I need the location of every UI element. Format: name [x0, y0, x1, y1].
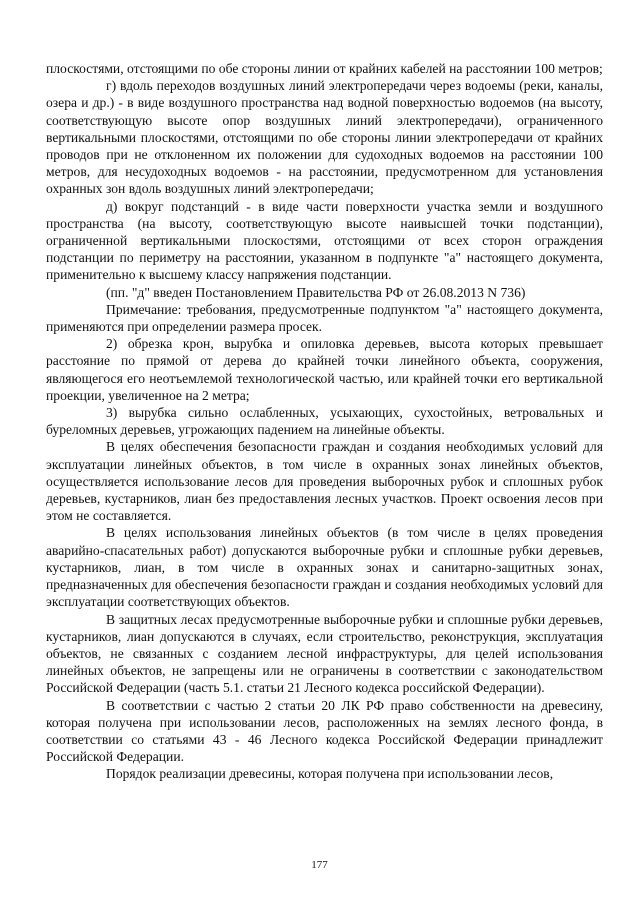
paragraph-9: В целях использования линейных объектов (в том числе в целях проведения аварийно-спасательных работ) допускаются выборочные рубки и сплошные рубки деревьев, кустарников, лиан, в том числе в охранных зонах и санитарно-защитных зонах, предназначенных для обеспечения безопасности граждан и создания необходимых условий для эксплуатации соответствующих объектов. — [46, 525, 603, 610]
paragraph-3: д) вокруг подстанций - в виде части поверхности участка земли и воздушного пространства (на высоту, соответствующую высоте наивысшей точки подстанции), ограниченной вертикальными плоскостями, отстоящими от всех сторон ограждения подстанции по периметру на расстоянии, указанном в подпункте "а" настоящего документа, применительно к высшему классу напряжения подстанции. — [46, 198, 603, 283]
paragraph-2: г) вдоль переходов воздушных линий электропередачи через водоемы (реки, каналы, озера и др.) - в виде воздушного пространства над водной поверхностью водоемов (на высоту, соответствующую высоте опор воздушных линий электропередачи), ограниченного вертикальными плоскостями, отстоящими по обе стороны линии электропередачи от крайних проводов при не отклоненном их положении для судоходных водоемов на расстоянии 100 метров, для несудоходных водоемов - на расстоянии, предусмотренном для установления охранных зон вдоль воздушных линий электропередачи; — [46, 78, 603, 197]
paragraph-1: плоскостями, отстоящими по обе стороны линии от крайних кабелей на расстоянии 100 метров; — [46, 61, 603, 76]
paragraph-12: Порядок реализации древесины, которая получена при использовании лесов, — [106, 766, 554, 782]
paragraph-5: Примечание: требования, предусмотренные подпунктом "а" настоящего документа, применяются при определении размера просек. — [46, 301, 603, 335]
paragraph-8: В целях обеспечения безопасности граждан и создания необходимых условий для эксплуатации линейных объектов, в том числе в охранных зонах линейных объектов, осуществляется использование лесов для проведения выборочных рубок и сплошных рубок деревьев, кустарников, лиан без предоставления лесных участков. Проект освоения лесов при этом не составляется. — [46, 439, 603, 524]
paragraph-7: 3) вырубка сильно ослабленных, усыхающих, сухостойных, ветровальных и буреломных деревьев, угрожающих падением на линейные объекты. — [46, 405, 603, 438]
paragraph-6: 2) обрезка крон, вырубка и опиловка деревьев, высота которых превышает расстояние по прямой от дерева до крайней точки линейного объекта, сооружения, являющегося его неотъемлемой технологической частью, или крайней точки его вертикальной проекции, увеличенное на 2 метра; — [46, 336, 603, 403]
paragraph-11: В соответствии с частью 2 статьи 20 ЛК РФ право собственности на древесину, которая получена при использовании лесов, расположенных на землях лесного фонда, в соответствии со статьями 43 - 46 Лесного кодекса Российской Федерации принадлежит Российской Федерации. — [46, 697, 603, 765]
page-number: 177 — [311, 859, 328, 871]
paragraph-10: В защитных лесах предусмотренные выборочные рубки и сплошные рубки деревьев, кустарников, лиан допускаются в случаях, если строительство, реконструкция, эксплуатация объектов, не связанных с созданием лесной инфраструктуры, для целей использования линейных объектов, не запрещены или не ограничены в соответствии с законодательством Российской Федерации (часть 5.1. статьи 21 Лесного кодекса российской Федерации). — [46, 611, 603, 696]
body-text — [46, 60, 603, 783]
paragraph-4: (пп. "д" введен Постановлением Правительства РФ от 26.08.2013 N 736) — [106, 284, 526, 300]
